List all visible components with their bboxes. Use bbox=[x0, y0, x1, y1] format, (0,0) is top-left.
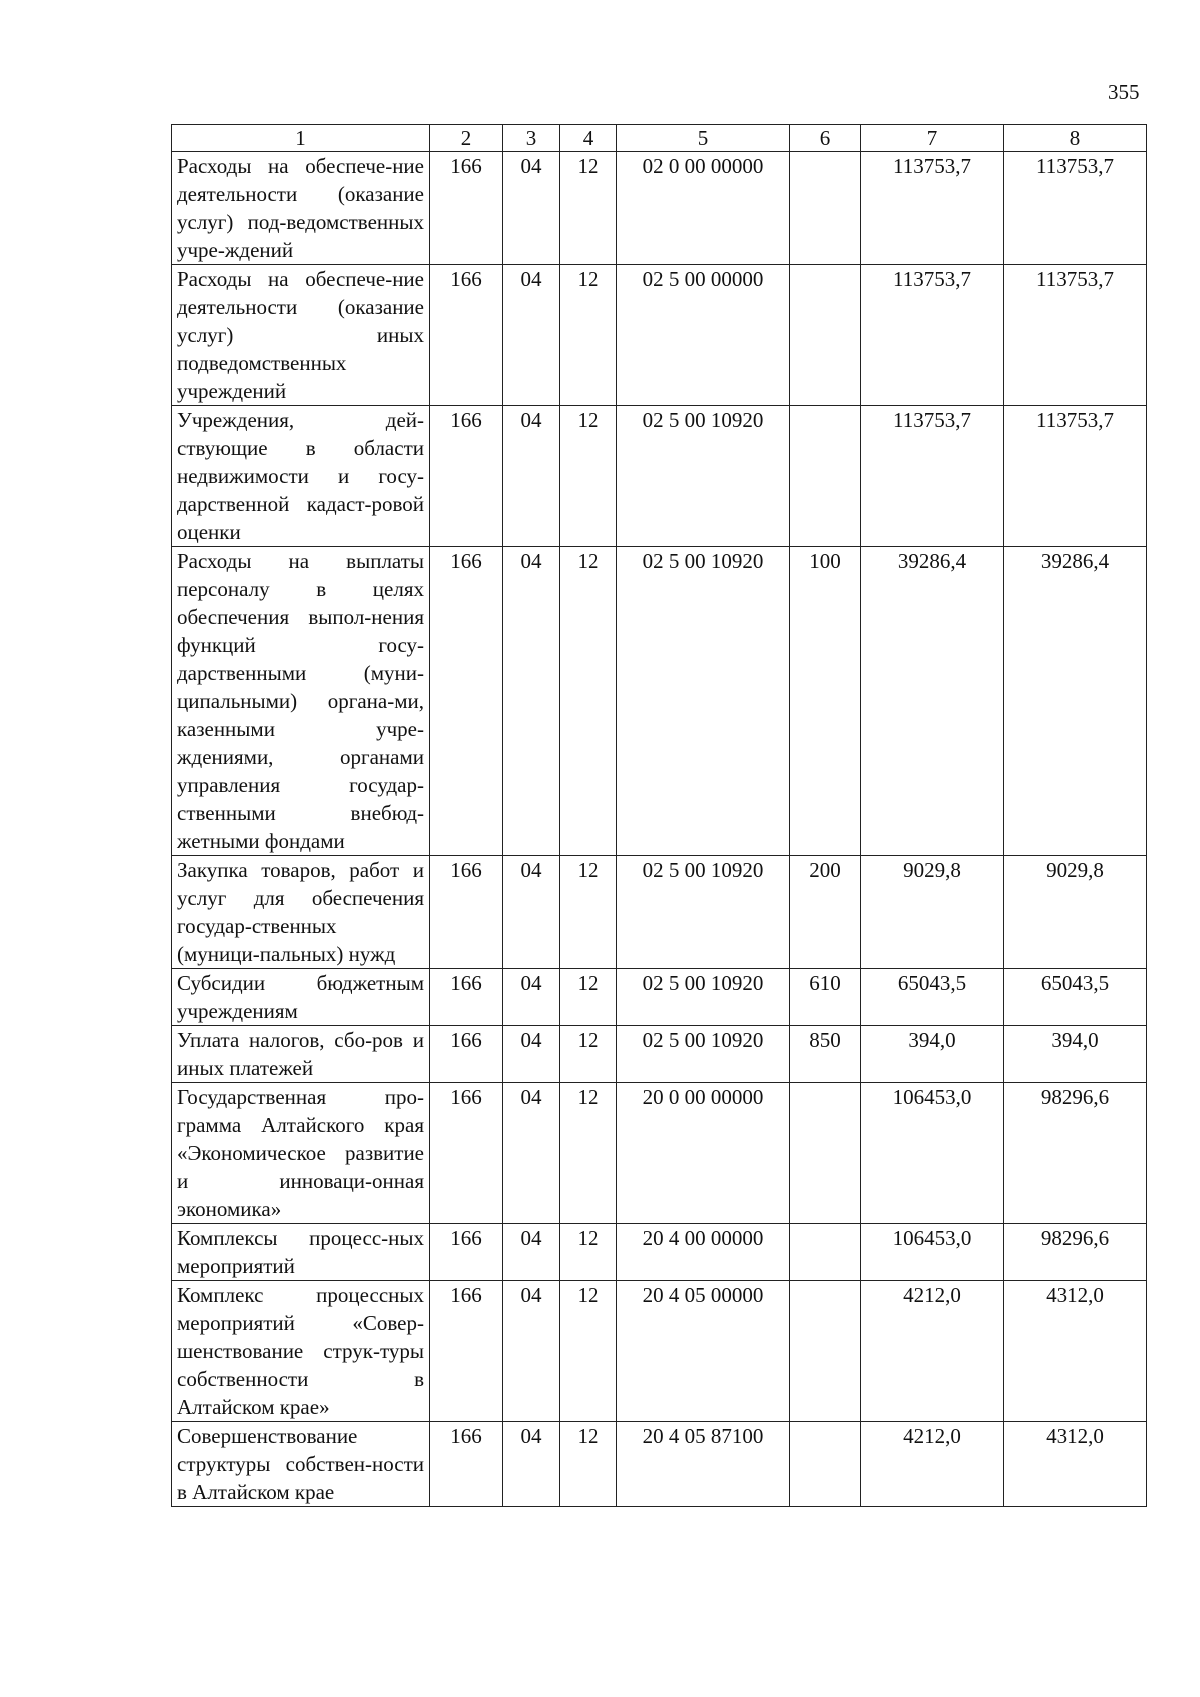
row-grbs: 166 bbox=[430, 1026, 503, 1083]
column-header-5: 5 bbox=[617, 125, 790, 152]
row-expense-type: 200 bbox=[790, 856, 861, 969]
row-expense-type bbox=[790, 1083, 861, 1224]
table-row bbox=[172, 265, 1147, 406]
row-grbs: 166 bbox=[430, 406, 503, 547]
row-target-item: 02 0 00 00000 bbox=[617, 152, 790, 265]
row-sum-1: 113753,7 bbox=[861, 265, 1004, 406]
row-subsection: 12 bbox=[560, 856, 617, 969]
row-name: Совершенствование структуры собствен-ности в Алтайском крае bbox=[172, 1422, 430, 1507]
row-expense-type bbox=[790, 1224, 861, 1281]
row-expense-type: 100 bbox=[790, 547, 861, 856]
row-sum-2: 113753,7 bbox=[1004, 406, 1147, 547]
page-number: 355 bbox=[1108, 80, 1140, 104]
row-expense-type bbox=[790, 406, 861, 547]
table-row bbox=[172, 1026, 1147, 1083]
row-sum-2: 65043,5 bbox=[1004, 969, 1147, 1026]
row-sum-2: 9029,8 bbox=[1004, 856, 1147, 969]
row-section: 04 bbox=[503, 1422, 560, 1507]
row-sum-1: 106453,0 bbox=[861, 1224, 1004, 1281]
row-sum-2: 4312,0 bbox=[1004, 1281, 1147, 1422]
row-sum-2: 39286,4 bbox=[1004, 547, 1147, 856]
row-grbs: 166 bbox=[430, 856, 503, 969]
row-section: 04 bbox=[503, 1281, 560, 1422]
row-target-item: 02 5 00 10920 bbox=[617, 1026, 790, 1083]
row-subsection: 12 bbox=[560, 1026, 617, 1083]
column-header-4: 4 bbox=[560, 125, 617, 152]
row-target-item: 20 4 05 00000 bbox=[617, 1281, 790, 1422]
row-name: Учреждения, дей-ствующие в области недвижимости и госу-дарственной кадаст-ровой оценки bbox=[172, 406, 430, 547]
row-subsection: 12 bbox=[560, 406, 617, 547]
row-subsection: 12 bbox=[560, 265, 617, 406]
row-section: 04 bbox=[503, 406, 560, 547]
table-header-row bbox=[172, 125, 1147, 152]
row-grbs: 166 bbox=[430, 1083, 503, 1224]
column-header-7: 7 bbox=[861, 125, 1004, 152]
column-header-6: 6 bbox=[790, 125, 861, 152]
row-sum-2: 113753,7 bbox=[1004, 265, 1147, 406]
row-name: Расходы на обеспече-ние деятельности (оказание услуг) иных подведомственных учреждений bbox=[172, 265, 430, 406]
column-header-8: 8 bbox=[1004, 125, 1147, 152]
row-sum-2: 113753,7 bbox=[1004, 152, 1147, 265]
row-section: 04 bbox=[503, 969, 560, 1026]
row-expense-type bbox=[790, 1281, 861, 1422]
row-section: 04 bbox=[503, 1083, 560, 1224]
row-grbs: 166 bbox=[430, 1422, 503, 1507]
row-section: 04 bbox=[503, 265, 560, 406]
row-grbs: 166 bbox=[430, 265, 503, 406]
row-name: Субсидии бюджетным учреждениям bbox=[172, 969, 430, 1026]
row-subsection: 12 bbox=[560, 1083, 617, 1224]
row-name: Расходы на обеспече-ние деятельности (оказание услуг) под-ведомственных учре-ждений bbox=[172, 152, 430, 265]
row-sum-2: 98296,6 bbox=[1004, 1083, 1147, 1224]
row-target-item: 02 5 00 10920 bbox=[617, 406, 790, 547]
row-sum-1: 65043,5 bbox=[861, 969, 1004, 1026]
row-expense-type bbox=[790, 152, 861, 265]
row-subsection: 12 bbox=[560, 547, 617, 856]
row-subsection: 12 bbox=[560, 152, 617, 265]
row-subsection: 12 bbox=[560, 969, 617, 1026]
column-header-3: 3 bbox=[503, 125, 560, 152]
column-header-2: 2 bbox=[430, 125, 503, 152]
row-grbs: 166 bbox=[430, 969, 503, 1026]
row-expense-type: 610 bbox=[790, 969, 861, 1026]
row-grbs: 166 bbox=[430, 1281, 503, 1422]
row-subsection: 12 bbox=[560, 1224, 617, 1281]
row-section: 04 bbox=[503, 1224, 560, 1281]
row-section: 04 bbox=[503, 547, 560, 856]
row-subsection: 12 bbox=[560, 1422, 617, 1507]
column-header-1: 1 bbox=[172, 125, 430, 152]
row-target-item: 20 4 00 00000 bbox=[617, 1224, 790, 1281]
row-sum-2: 98296,6 bbox=[1004, 1224, 1147, 1281]
row-name: Расходы на выплаты персоналу в целях обеспечения выпол-нения функций госу-дарственными (муни-ципальными) органа-ми, казенными учре-ждениями, органами управления государ-ственными внебюд-жетными фондами bbox=[172, 547, 430, 856]
table-row bbox=[172, 1422, 1147, 1507]
row-sum-1: 113753,7 bbox=[861, 406, 1004, 547]
row-section: 04 bbox=[503, 1026, 560, 1083]
table-row bbox=[172, 856, 1147, 969]
row-sum-1: 9029,8 bbox=[861, 856, 1004, 969]
row-grbs: 166 bbox=[430, 1224, 503, 1281]
row-target-item: 02 5 00 10920 bbox=[617, 856, 790, 969]
row-target-item: 02 5 00 10920 bbox=[617, 547, 790, 856]
row-target-item: 20 4 05 87100 bbox=[617, 1422, 790, 1507]
row-sum-1: 39286,4 bbox=[861, 547, 1004, 856]
row-target-item: 02 5 00 10920 bbox=[617, 969, 790, 1026]
table-row bbox=[172, 547, 1147, 856]
row-name: Государственная про-грамма Алтайского края «Экономическое развитие и инноваци-онная экономика» bbox=[172, 1083, 430, 1224]
row-name: Комплекс процессных мероприятий «Совер-шенствование струк-туры собственности в Алтайском крае» bbox=[172, 1281, 430, 1422]
row-sum-1: 4212,0 bbox=[861, 1281, 1004, 1422]
table-row bbox=[172, 1083, 1147, 1224]
row-sum-1: 106453,0 bbox=[861, 1083, 1004, 1224]
table-row bbox=[172, 969, 1147, 1026]
row-section: 04 bbox=[503, 152, 560, 265]
row-grbs: 166 bbox=[430, 547, 503, 856]
row-section: 04 bbox=[503, 856, 560, 969]
table-row bbox=[172, 406, 1147, 547]
row-expense-type bbox=[790, 265, 861, 406]
row-sum-1: 4212,0 bbox=[861, 1422, 1004, 1507]
row-target-item: 20 0 00 00000 bbox=[617, 1083, 790, 1224]
row-sum-2: 4312,0 bbox=[1004, 1422, 1147, 1507]
row-name: Уплата налогов, сбо-ров и иных платежей bbox=[172, 1026, 430, 1083]
row-sum-2: 394,0 bbox=[1004, 1026, 1147, 1083]
table-row bbox=[172, 152, 1147, 265]
row-name: Закупка товаров, работ и услуг для обеспечения государ-ственных (муници-пальных) нужд bbox=[172, 856, 430, 969]
row-expense-type: 850 bbox=[790, 1026, 861, 1083]
row-expense-type bbox=[790, 1422, 861, 1507]
row-sum-1: 113753,7 bbox=[861, 152, 1004, 265]
row-grbs: 166 bbox=[430, 152, 503, 265]
row-name: Комплексы процесс-ных мероприятий bbox=[172, 1224, 430, 1281]
table-row bbox=[172, 1281, 1147, 1422]
row-subsection: 12 bbox=[560, 1281, 617, 1422]
table-row bbox=[172, 1224, 1147, 1281]
row-sum-1: 394,0 bbox=[861, 1026, 1004, 1083]
budget-table bbox=[171, 124, 1147, 1507]
row-target-item: 02 5 00 00000 bbox=[617, 265, 790, 406]
